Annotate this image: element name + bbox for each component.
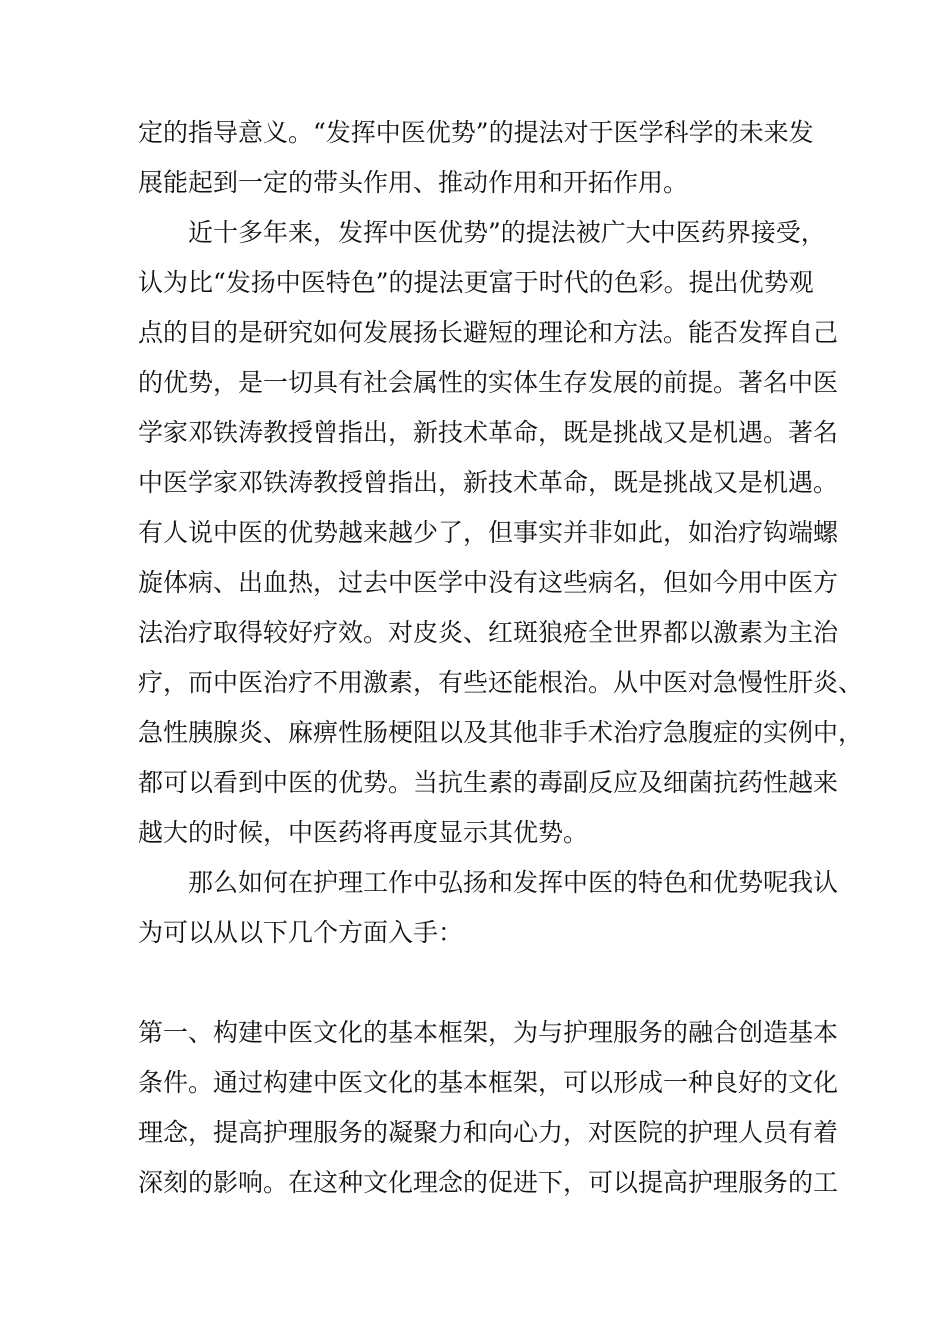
text-line: 中医学家邓铁涛教授曾指出，新技术革命，既是挑战又是机遇。 bbox=[138, 468, 839, 497]
text-line: 学家邓铁涛教授曾指出，新技术革命，既是挑战又是机遇。著名 bbox=[138, 418, 839, 447]
text-line: 都可以看到中医的优势。当抗生素的毒副反应及细菌抗药性越来 bbox=[138, 768, 839, 797]
text-line: 越大的时候，中医药将再度显示其优势。 bbox=[138, 818, 589, 847]
text-line: 疗，而中医治疗不用激素，有些还能根治。从中医对急慢性肝炎、 bbox=[138, 668, 864, 697]
text-line: 深刻的影响。在这种文化理念的促进下，可以提高护理服务的工 bbox=[138, 1168, 839, 1197]
text-line: 近十多年来，发挥中医优势”的提法被广大中医药界接受， bbox=[188, 218, 826, 247]
text-line: 为可以从以下几个方面入手： bbox=[138, 918, 464, 947]
text-line: 有人说中医的优势越来越少了，但事实并非如此，如治疗钩端螺 bbox=[138, 518, 839, 547]
text-line: 那么如何在护理工作中弘扬和发挥中医的特色和优势呢我认 bbox=[188, 868, 839, 897]
text-line: 认为比“发扬中医特色”的提法更富于时代的色彩。提出优势观 bbox=[138, 268, 814, 297]
text-line: 第一、构建中医文化的基本框架，为与护理服务的融合创造基本 bbox=[138, 1018, 839, 1047]
text-line: 定的指导意义。“发挥中医优势”的提法对于医学科学的未来发 bbox=[138, 118, 814, 147]
text-line: 展能起到一定的带头作用、推动作用和开拓作用。 bbox=[138, 168, 689, 197]
text-line: 旋体病、出血热，过去中医学中没有这些病名，但如今用中医方 bbox=[138, 568, 839, 597]
text-line: 急性胰腺炎、麻痹性肠梗阻以及其他非手术治疗急腹症的实例中， bbox=[138, 718, 864, 747]
text-line: 法治疗取得较好疗效。对皮炎、红斑狼疮全世界都以激素为主治 bbox=[138, 618, 839, 647]
text-line: 条件。通过构建中医文化的基本框架，可以形成一种良好的文化 bbox=[138, 1068, 839, 1097]
text-line: 的优势，是一切具有社会属性的实体生存发展的前提。著名中医 bbox=[138, 368, 839, 397]
text-line: 点的目的是研究如何发展扬长避短的理论和方法。能否发挥自己 bbox=[138, 318, 839, 347]
text-line: 理念，提高护理服务的凝聚力和向心力，对医院的护理人员有着 bbox=[138, 1118, 839, 1147]
